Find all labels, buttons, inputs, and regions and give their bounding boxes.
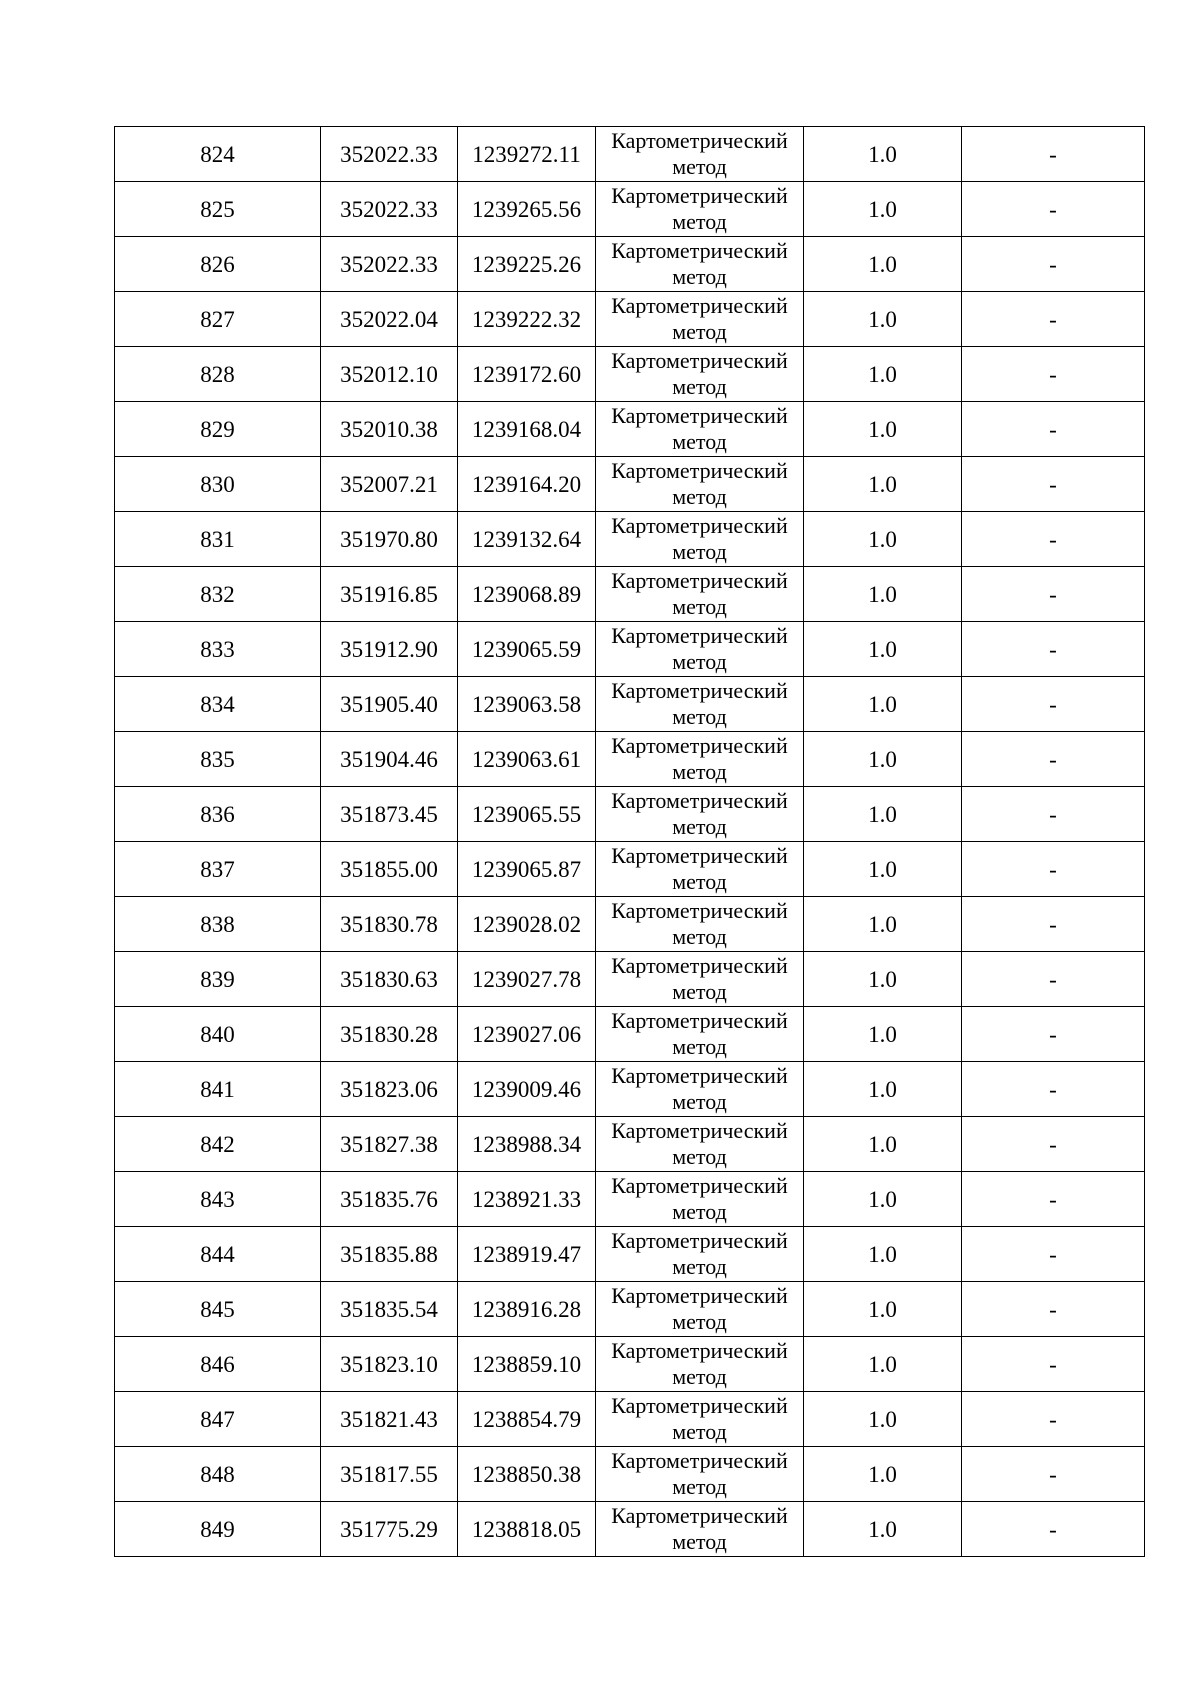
method-cell [596,292,804,347]
method-line-1: Картометрический [611,128,788,153]
x-coordinate-cell: 352012.10 [321,347,458,402]
method-line-1: Картометрический [611,623,788,648]
x-coordinate-cell: 351821.43 [321,1392,458,1447]
method-cell [596,347,804,402]
table-row [115,1337,1145,1392]
x-coordinate-cell: 352022.33 [321,237,458,292]
method-line-1: Картометрический [611,898,788,923]
method-cell [596,127,804,182]
accuracy-cell: 1.0 [804,127,962,182]
description-cell: - [962,842,1145,897]
method-cell [596,952,804,1007]
y-coordinate-cell: 1238916.28 [458,1282,596,1337]
x-coordinate-cell: 351905.40 [321,677,458,732]
method-line-1: Картометрический [611,788,788,813]
table-row [115,897,1145,952]
point-number-cell: 825 [115,182,321,237]
y-coordinate-cell: 1239065.59 [458,622,596,677]
x-coordinate-cell: 351775.29 [321,1502,458,1557]
method-line-1: Картометрический [611,238,788,263]
method-cell [596,237,804,292]
table-row [115,512,1145,567]
table-row [115,1007,1145,1062]
method-line-2: метод [672,319,727,344]
x-coordinate-cell: 351823.10 [321,1337,458,1392]
point-number-cell: 838 [115,897,321,952]
method-line-2: метод [672,924,727,949]
method-line-2: метод [672,704,727,729]
point-number-cell: 828 [115,347,321,402]
point-number-cell: 824 [115,127,321,182]
x-coordinate-cell: 351970.80 [321,512,458,567]
accuracy-cell: 1.0 [804,622,962,677]
point-number-cell: 827 [115,292,321,347]
method-line-2: метод [672,1144,727,1169]
y-coordinate-cell: 1239265.56 [458,182,596,237]
y-coordinate-cell: 1239027.06 [458,1007,596,1062]
description-cell: - [962,677,1145,732]
point-number-cell: 843 [115,1172,321,1227]
y-coordinate-cell: 1239065.87 [458,842,596,897]
x-coordinate-cell: 352007.21 [321,457,458,512]
y-coordinate-cell: 1238818.05 [458,1502,596,1557]
x-coordinate-cell: 351830.28 [321,1007,458,1062]
method-line-2: метод [672,1474,727,1499]
description-cell: - [962,1447,1145,1502]
method-cell [596,1007,804,1062]
description-cell: - [962,347,1145,402]
accuracy-cell: 1.0 [804,1227,962,1282]
description-cell: - [962,1117,1145,1172]
method-cell [596,1447,804,1502]
coordinates-table-body [115,127,1145,1557]
method-cell [596,842,804,897]
description-cell: - [962,1172,1145,1227]
description-cell: - [962,1062,1145,1117]
table-row [115,1062,1145,1117]
y-coordinate-cell: 1239132.64 [458,512,596,567]
x-coordinate-cell: 352010.38 [321,402,458,457]
method-line-2: метод [672,209,727,234]
accuracy-cell: 1.0 [804,1392,962,1447]
table-row [115,952,1145,1007]
method-line-1: Картометрический [611,1448,788,1473]
table-row [115,1282,1145,1337]
method-line-2: метод [672,374,727,399]
y-coordinate-cell: 1239065.55 [458,787,596,842]
point-number-cell: 831 [115,512,321,567]
method-line-1: Картометрический [611,953,788,978]
method-line-1: Картометрический [611,1393,788,1418]
method-line-2: метод [672,1529,727,1554]
method-line-1: Картометрический [611,1503,788,1528]
method-line-2: метод [672,594,727,619]
point-number-cell: 849 [115,1502,321,1557]
description-cell: - [962,787,1145,842]
method-cell [596,1392,804,1447]
y-coordinate-cell: 1239068.89 [458,567,596,622]
description-cell: - [962,237,1145,292]
description-cell: - [962,952,1145,1007]
method-line-2: метод [672,429,727,454]
point-number-cell: 835 [115,732,321,787]
point-number-cell: 839 [115,952,321,1007]
accuracy-cell: 1.0 [804,1007,962,1062]
description-cell: - [962,1392,1145,1447]
point-number-cell: 841 [115,1062,321,1117]
y-coordinate-cell: 1239063.61 [458,732,596,787]
x-coordinate-cell: 352022.33 [321,127,458,182]
table-row [115,1172,1145,1227]
method-cell [596,402,804,457]
method-line-2: метод [672,154,727,179]
method-line-1: Картометрический [611,1118,788,1143]
method-line-1: Картометрический [611,458,788,483]
method-cell [596,897,804,952]
accuracy-cell: 1.0 [804,237,962,292]
method-line-2: метод [672,759,727,784]
point-number-cell: 829 [115,402,321,457]
method-cell [596,182,804,237]
method-line-1: Картометрический [611,733,788,758]
x-coordinate-cell: 351827.38 [321,1117,458,1172]
accuracy-cell: 1.0 [804,1062,962,1117]
y-coordinate-cell: 1239272.11 [458,127,596,182]
table-row [115,457,1145,512]
description-cell: - [962,732,1145,787]
coordinates-table [114,126,1145,1557]
table-row [115,842,1145,897]
method-line-1: Картометрический [611,1228,788,1253]
description-cell: - [962,567,1145,622]
method-cell [596,622,804,677]
method-cell [596,512,804,567]
accuracy-cell: 1.0 [804,292,962,347]
accuracy-cell: 1.0 [804,1502,962,1557]
y-coordinate-cell: 1238854.79 [458,1392,596,1447]
x-coordinate-cell: 351835.76 [321,1172,458,1227]
method-cell [596,1227,804,1282]
point-number-cell: 848 [115,1447,321,1502]
method-cell [596,567,804,622]
x-coordinate-cell: 351830.78 [321,897,458,952]
method-line-1: Картометрический [611,513,788,538]
method-line-1: Картометрический [611,183,788,208]
method-line-1: Картометрический [611,843,788,868]
description-cell: - [962,457,1145,512]
method-cell [596,677,804,732]
x-coordinate-cell: 352022.04 [321,292,458,347]
x-coordinate-cell: 351912.90 [321,622,458,677]
y-coordinate-cell: 1239164.20 [458,457,596,512]
description-cell: - [962,897,1145,952]
accuracy-cell: 1.0 [804,842,962,897]
point-number-cell: 836 [115,787,321,842]
x-coordinate-cell: 351817.55 [321,1447,458,1502]
table-row [115,787,1145,842]
method-line-2: метод [672,484,727,509]
method-cell [596,1502,804,1557]
accuracy-cell: 1.0 [804,512,962,567]
y-coordinate-cell: 1238921.33 [458,1172,596,1227]
table-row [115,1227,1145,1282]
x-coordinate-cell: 352022.33 [321,182,458,237]
table-row [115,622,1145,677]
table-row [115,1502,1145,1557]
description-cell: - [962,512,1145,567]
method-cell [596,457,804,512]
method-cell [596,1282,804,1337]
description-cell: - [962,622,1145,677]
description-cell: - [962,1007,1145,1062]
method-line-1: Картометрический [611,403,788,428]
method-line-2: метод [672,1089,727,1114]
method-line-1: Картометрический [611,678,788,703]
method-line-1: Картометрический [611,1008,788,1033]
table-row [115,127,1145,182]
accuracy-cell: 1.0 [804,787,962,842]
method-line-2: метод [672,1364,727,1389]
y-coordinate-cell: 1239027.78 [458,952,596,1007]
accuracy-cell: 1.0 [804,1337,962,1392]
method-line-2: метод [672,814,727,839]
accuracy-cell: 1.0 [804,952,962,1007]
table-row [115,732,1145,787]
description-cell: - [962,1282,1145,1337]
method-cell [596,1337,804,1392]
point-number-cell: 826 [115,237,321,292]
table-row [115,1392,1145,1447]
method-line-2: метод [672,1419,727,1444]
table-row [115,1447,1145,1502]
accuracy-cell: 1.0 [804,677,962,732]
description-cell: - [962,182,1145,237]
y-coordinate-cell: 1239028.02 [458,897,596,952]
point-number-cell: 837 [115,842,321,897]
accuracy-cell: 1.0 [804,897,962,952]
method-line-1: Картометрический [611,1338,788,1363]
y-coordinate-cell: 1238850.38 [458,1447,596,1502]
point-number-cell: 830 [115,457,321,512]
table-row [115,347,1145,402]
accuracy-cell: 1.0 [804,732,962,787]
point-number-cell: 833 [115,622,321,677]
method-line-1: Картометрический [611,348,788,373]
x-coordinate-cell: 351873.45 [321,787,458,842]
y-coordinate-cell: 1238859.10 [458,1337,596,1392]
table-row [115,402,1145,457]
accuracy-cell: 1.0 [804,1447,962,1502]
description-cell: - [962,402,1145,457]
point-number-cell: 840 [115,1007,321,1062]
accuracy-cell: 1.0 [804,182,962,237]
point-number-cell: 832 [115,567,321,622]
method-cell [596,1117,804,1172]
method-line-1: Картометрический [611,1173,788,1198]
y-coordinate-cell: 1239063.58 [458,677,596,732]
y-coordinate-cell: 1239222.32 [458,292,596,347]
accuracy-cell: 1.0 [804,1117,962,1172]
method-line-1: Картометрический [611,1063,788,1088]
method-line-2: метод [672,1034,727,1059]
description-cell: - [962,127,1145,182]
point-number-cell: 845 [115,1282,321,1337]
method-line-2: метод [672,1254,727,1279]
y-coordinate-cell: 1239172.60 [458,347,596,402]
accuracy-cell: 1.0 [804,457,962,512]
method-line-2: метод [672,979,727,1004]
x-coordinate-cell: 351835.54 [321,1282,458,1337]
y-coordinate-cell: 1238919.47 [458,1227,596,1282]
table-row [115,1117,1145,1172]
point-number-cell: 844 [115,1227,321,1282]
table-row [115,567,1145,622]
description-cell: - [962,1337,1145,1392]
accuracy-cell: 1.0 [804,1172,962,1227]
method-line-2: метод [672,1199,727,1224]
method-cell [596,1172,804,1227]
method-cell [596,732,804,787]
point-number-cell: 834 [115,677,321,732]
accuracy-cell: 1.0 [804,347,962,402]
description-cell: - [962,1227,1145,1282]
x-coordinate-cell: 351916.85 [321,567,458,622]
method-cell [596,787,804,842]
method-line-2: метод [672,869,727,894]
method-line-1: Картометрический [611,1283,788,1308]
point-number-cell: 847 [115,1392,321,1447]
x-coordinate-cell: 351830.63 [321,952,458,1007]
point-number-cell: 842 [115,1117,321,1172]
y-coordinate-cell: 1239225.26 [458,237,596,292]
method-line-2: метод [672,539,727,564]
method-line-2: метод [672,264,727,289]
x-coordinate-cell: 351855.00 [321,842,458,897]
method-cell [596,1062,804,1117]
method-line-2: метод [672,1309,727,1334]
x-coordinate-cell: 351835.88 [321,1227,458,1282]
accuracy-cell: 1.0 [804,1282,962,1337]
y-coordinate-cell: 1239009.46 [458,1062,596,1117]
accuracy-cell: 1.0 [804,402,962,457]
y-coordinate-cell: 1239168.04 [458,402,596,457]
x-coordinate-cell: 351904.46 [321,732,458,787]
accuracy-cell: 1.0 [804,567,962,622]
table-row [115,237,1145,292]
method-line-2: метод [672,649,727,674]
description-cell: - [962,292,1145,347]
point-number-cell: 846 [115,1337,321,1392]
method-line-1: Картометрический [611,568,788,593]
table-row [115,292,1145,347]
description-cell: - [962,1502,1145,1557]
y-coordinate-cell: 1238988.34 [458,1117,596,1172]
method-line-1: Картометрический [611,293,788,318]
table-row [115,182,1145,237]
x-coordinate-cell: 351823.06 [321,1062,458,1117]
table-row [115,677,1145,732]
